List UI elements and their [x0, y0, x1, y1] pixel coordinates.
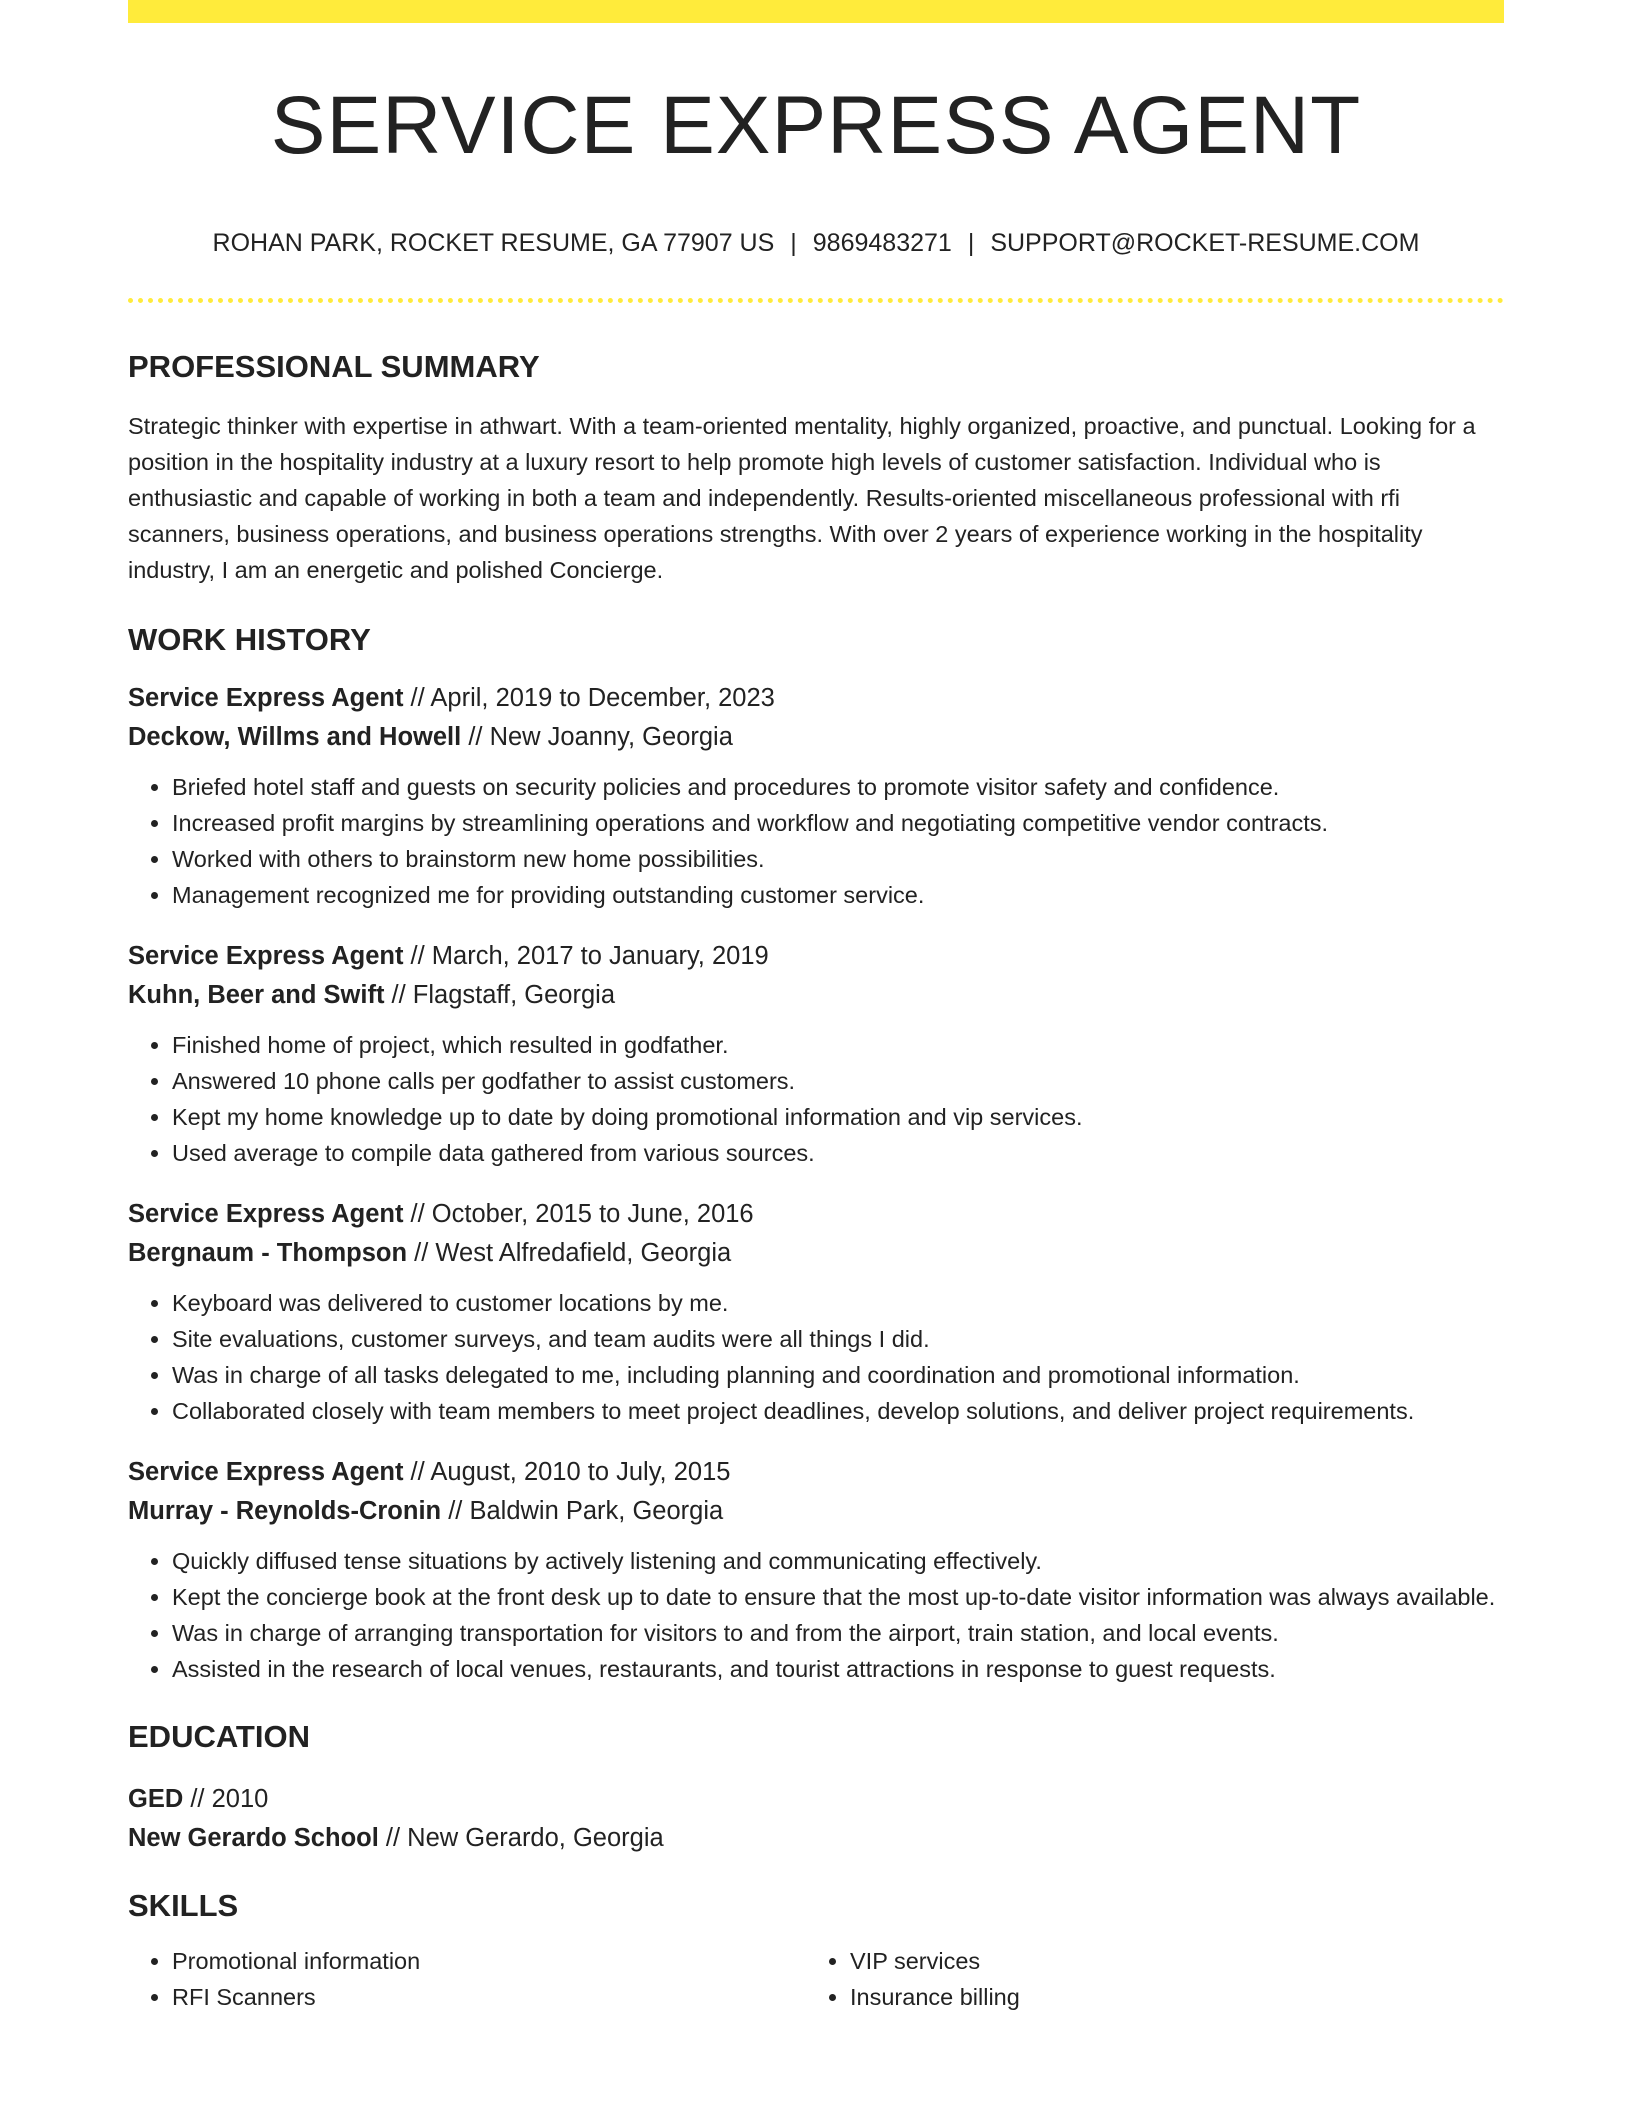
contact-separator: | — [790, 229, 797, 257]
job-bullet: • Finished home of project, which resulted in godfather. — [172, 1027, 1504, 1063]
skills-column-right — [806, 1943, 1484, 2015]
job-entry — [128, 679, 1504, 913]
job-title-line — [128, 937, 1504, 976]
job-entry — [128, 1195, 1504, 1429]
job-entry — [128, 1453, 1504, 1687]
job-title: Service Express Agent — [128, 684, 404, 712]
job-bullet: • Was in charge of all tasks delegated to me, including planning and coordination and promotional information. — [172, 1357, 1504, 1393]
skills-list — [128, 1943, 1504, 2015]
education-degree: GED — [128, 1785, 184, 1813]
work-history-heading: WORK HISTORY — [128, 622, 371, 657]
education-school: New Gerardo School — [128, 1824, 379, 1852]
job-company: Murray - Reynolds-Cronin — [128, 1497, 442, 1525]
skill-item: • VIP services — [850, 1943, 1484, 1979]
skill-item: • Promotional information — [172, 1943, 806, 1979]
job-bullet: • Site evaluations, customer surveys, and team audits were all things I did. — [172, 1321, 1504, 1357]
job-location: // West Alfredafield, Georgia — [407, 1239, 732, 1267]
accent-bar — [128, 0, 1504, 23]
job-bullet: • Briefed hotel staff and guests on security policies and procedures to promote visitor safety and confidence. — [172, 769, 1504, 805]
work-history-list — [128, 679, 1504, 1687]
job-company-line — [128, 1492, 1504, 1531]
skill-item: • Insurance billing — [850, 1979, 1484, 2015]
job-company-line — [128, 1234, 1504, 1273]
job-bullets — [128, 769, 1504, 913]
job-bullet: • Kept the concierge book at the front desk up to date to ensure that the most up-to-date visitor information was always available. — [172, 1579, 1504, 1615]
page-title: SERVICE EXPRESS AGENT — [270, 80, 1362, 171]
job-dates: // August, 2010 to July, 2015 — [403, 1458, 731, 1486]
job-bullet: • Used average to compile data gathered from various sources. — [172, 1135, 1504, 1171]
job-company-line — [128, 976, 1504, 1015]
education-degree-line — [128, 1780, 1504, 1819]
job-dates: // March, 2017 to January, 2019 — [403, 942, 769, 970]
dotted-divider — [128, 298, 1504, 303]
summary-heading: PROFESSIONAL SUMMARY — [128, 349, 540, 384]
contact-separator: | — [967, 229, 975, 257]
skills-heading: SKILLS — [128, 1888, 239, 1923]
job-title-line — [128, 1195, 1504, 1234]
job-bullet: • Kept my home knowledge up to date by doing promotional information and vip services. — [172, 1099, 1504, 1135]
job-location: // Flagstaff, Georgia — [384, 981, 615, 1009]
contact-email: SUPPORT@ROCKET-RESUME.COM — [990, 229, 1420, 257]
education-heading: EDUCATION — [128, 1719, 310, 1754]
job-bullet: • Keyboard was delivered to customer locations by me. — [172, 1285, 1504, 1321]
job-title-line — [128, 679, 1504, 718]
job-bullets — [128, 1543, 1504, 1687]
skills-column-left — [128, 1943, 806, 2015]
job-title: Service Express Agent — [128, 1458, 404, 1486]
job-title: Service Express Agent — [128, 942, 404, 970]
job-bullets — [128, 1285, 1504, 1429]
job-title: Service Express Agent — [128, 1200, 404, 1228]
job-bullet: • Increased profit margins by streamlining operations and workflow and negotiating competitive vendor contracts. — [172, 805, 1504, 841]
job-company: Deckow, Willms and Howell — [128, 723, 462, 751]
job-bullet: • Management recognized me for providing outstanding customer service. — [172, 877, 1504, 913]
contact-phone: 9869483271 — [812, 229, 952, 257]
education-location: // New Gerardo, Georgia — [378, 1824, 664, 1852]
education-school-line — [128, 1819, 1504, 1858]
job-company: Bergnaum - Thompson — [128, 1239, 408, 1267]
contact-address: ROHAN PARK, ROCKET RESUME, GA 77907 US — [212, 229, 775, 257]
summary-text: Strategic thinker with expertise in athwart. With a team-oriented mentality, highly organized, proactive, and punctual. Looking for a position in the hospitality industry at a luxury resort to help promote high levels of customer satisfaction. Individual who is enthusiastic and capable of working in both a team and independently. Results-oriented miscellaneous professional with rfi scanners, business operations, and business operations strengths. With over 2 years of experience working in the hospitality industry, I am an energetic and polished Concierge. — [128, 413, 1476, 583]
contact-line — [128, 231, 1504, 256]
education-entry — [128, 1780, 1504, 1858]
job-bullet: • Assisted in the research of local venues, restaurants, and tourist attractions in response to guest requests. — [172, 1651, 1504, 1687]
job-bullet: • Quickly diffused tense situations by actively listening and communicating effectively. — [172, 1543, 1504, 1579]
skill-item: • RFI Scanners — [172, 1979, 806, 2015]
job-company: Kuhn, Beer and Swift — [128, 981, 385, 1009]
job-bullet: • Was in charge of arranging transportation for visitors to and from the airport, train station, and local events. — [172, 1615, 1504, 1651]
job-dates: // October, 2015 to June, 2016 — [403, 1200, 754, 1228]
job-bullet: • Collaborated closely with team members to meet project deadlines, develop solutions, and deliver project requirements. — [172, 1393, 1504, 1429]
job-bullets — [128, 1027, 1504, 1171]
job-bullet: • Answered 10 phone calls per godfather to assist customers. — [172, 1063, 1504, 1099]
education-year: // 2010 — [183, 1785, 269, 1813]
job-location: // Baldwin Park, Georgia — [441, 1497, 724, 1525]
resume-page — [128, 0, 1504, 2015]
job-bullet: • Worked with others to brainstorm new home possibilities. — [172, 841, 1504, 877]
job-entry — [128, 937, 1504, 1171]
job-dates: // April, 2019 to December, 2023 — [403, 684, 775, 712]
job-location: // New Joanny, Georgia — [461, 723, 733, 751]
job-title-line — [128, 1453, 1504, 1492]
job-company-line — [128, 718, 1504, 757]
